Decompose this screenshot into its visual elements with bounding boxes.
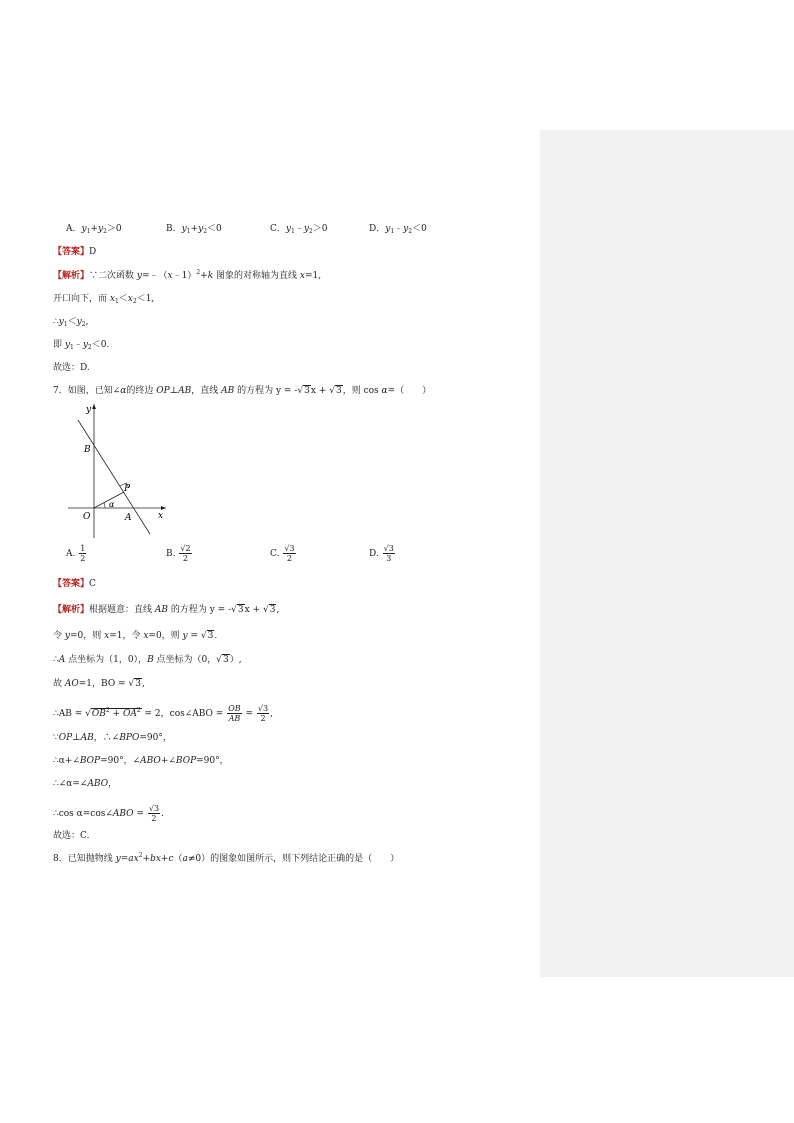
q6-option-c: C．$y_1﹣y_2>0$ — [270, 224, 328, 235]
q7-analysis-line-1: 【解析】根据题意：直线 AB 的方程为 y = -√3x + √3, — [53, 605, 280, 615]
q6-analysis-line-3: $\therefore y_1<y_2$, — [53, 317, 89, 328]
q6-option-d: D．$y_1﹣y_2<0$ — [369, 224, 427, 235]
q6-analysis-line-2: 开口向下，而 $x_1<x_2<1$, — [53, 294, 155, 305]
q7-option-c: C. $\frac{√3}{2}$ — [270, 544, 295, 563]
q7-option-d: D. $\frac{√3}{3}$ — [369, 544, 394, 563]
q6-answer: 【答案】D — [53, 247, 97, 257]
q6-analysis-line-4: 即 $y_1﹣y_2<0$. — [53, 340, 110, 351]
label-p: P — [124, 484, 131, 494]
q8-stem: 8．已知抛物线 $y=ax^2+bx+c(a\ne 0)$的图象如图所示，则下列结论正确的是（ ） — [53, 852, 400, 864]
label-alpha: α — [109, 500, 115, 509]
q7-analysis-line-4: 故 AO=1，BO = √3, — [53, 679, 145, 689]
q7-answer: 【答案】C — [53, 579, 96, 589]
label-o: O — [83, 512, 91, 522]
q7-analysis-line-7: ∴α+∠BOP=90°，∠ABO+∠BOP=90°， — [53, 756, 229, 766]
q7-stem: 7．如图，已知∠α的终边 OP⊥AB，直线 AB 的方程为 y = -√3x + √3，则 cos α=（ ） — [53, 386, 432, 396]
q7-analysis-line-8: ∴∠α=∠ABO， — [53, 779, 118, 789]
label-x: x — [158, 511, 164, 521]
angle-alpha-arc — [104, 503, 105, 508]
q6-analysis-line-1: 【解析】∵二次函数 y=﹣（x﹣1）$^2$+k 图象的对称轴为直线 x=1, — [53, 269, 322, 281]
label-y: y — [86, 405, 92, 415]
q7-analysis-line-3: ∴A 点坐标为（1，0），B 点坐标为（0，√3）, — [53, 655, 242, 665]
q7-analysis-line-6: ∵OP⊥AB，∴∠BPO=90°， — [53, 733, 172, 743]
q6-option-a: A．$y_1+y_2>0$ — [66, 224, 122, 235]
q7-analysis-line-9: ∴cos α=cos∠ABO = $\frac{√3}{2}$ . — [53, 804, 164, 823]
comment-pane — [540, 130, 794, 977]
q7-option-a: A. $\frac{1}{2}$ — [66, 544, 86, 563]
q6-analysis-line-5: 故选：D. — [53, 363, 90, 373]
label-a: A — [125, 513, 132, 523]
q7-analysis-line-5: ∴AB = $√OB^2 + OA^2 = 2$，cos∠ABO = $\frac{OB}{AB}$ = $\frac{√3}{2}$ , — [53, 704, 273, 723]
q7-analysis-line-2: 令 y=0，则 x=1，令 x=0，则 y = √3. — [53, 631, 218, 641]
label-b: B — [84, 445, 91, 455]
q7-analysis-line-10: 故选：C. — [53, 831, 90, 841]
q7-option-b: B. $\frac{√2}{2}$ — [166, 544, 191, 563]
q6-option-b: B．$y_1+y_2<0$ — [166, 224, 222, 235]
q7-figure — [60, 400, 172, 540]
